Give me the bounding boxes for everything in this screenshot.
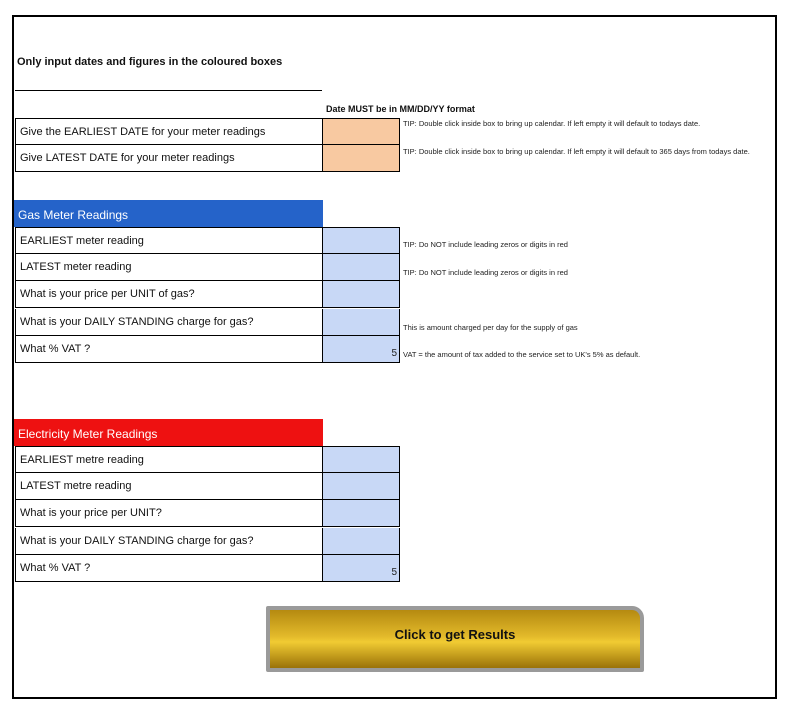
divider xyxy=(15,90,322,91)
gas-vat-tip: VAT = the amount of tax added to the service set to UK's 5% as default. xyxy=(403,350,641,359)
gas-earliest-input[interactable] xyxy=(322,227,400,254)
get-results-button[interactable]: Click to get Results xyxy=(266,606,644,672)
gas-earliest-label: EARLIEST meter reading xyxy=(15,227,322,254)
gas-standing-charge-tip: This is amount charged per day for the supply of gas xyxy=(403,323,578,332)
elec-vat-input[interactable]: 5 xyxy=(322,555,400,582)
date-format-note: Date MUST be in MM/DD/YY format xyxy=(326,104,475,114)
gas-latest-input[interactable] xyxy=(322,254,400,281)
gas-vat-input[interactable]: 5 xyxy=(322,336,400,363)
gas-unit-price-label: What is your price per UNIT of gas? xyxy=(15,281,322,308)
elec-standing-charge-input[interactable] xyxy=(322,528,400,555)
elec-vat-label: What % VAT ? xyxy=(15,555,322,582)
gas-latest-tip: TIP: Do NOT include leading zeros or digits in red xyxy=(403,268,568,277)
electricity-section-header: Electricity Meter Readings xyxy=(14,419,323,446)
latest-date-tip: TIP: Double click inside box to bring up calendar. If left empty it will default to 365 days from todays date. xyxy=(403,147,750,156)
elec-earliest-input[interactable] xyxy=(322,446,400,473)
gas-vat-label: What % VAT ? xyxy=(15,336,322,363)
latest-date-label: Give LATEST DATE for your meter readings xyxy=(15,145,322,172)
elec-standing-charge-label: What is your DAILY STANDING charge for gas? xyxy=(15,528,322,555)
gas-latest-label: LATEST meter reading xyxy=(15,254,322,281)
gas-standing-charge-label: What is your DAILY STANDING charge for gas? xyxy=(15,309,322,336)
instruction-text: Only input dates and figures in the coloured boxes xyxy=(17,56,283,68)
elec-latest-input[interactable] xyxy=(322,473,400,500)
earliest-date-tip: TIP: Double click inside box to bring up calendar. If left empty it will default to todays date. xyxy=(403,119,701,128)
earliest-date-input[interactable] xyxy=(322,118,400,145)
earliest-date-label: Give the EARLIEST DATE for your meter readings xyxy=(15,118,322,145)
elec-unit-price-input[interactable] xyxy=(322,500,400,527)
elec-latest-label: LATEST metre reading xyxy=(15,473,322,500)
elec-earliest-label: EARLIEST metre reading xyxy=(15,446,322,473)
elec-unit-price-label: What is your price per UNIT? xyxy=(15,500,322,527)
gas-unit-price-input[interactable] xyxy=(322,281,400,308)
gas-earliest-tip: TIP: Do NOT include leading zeros or digits in red xyxy=(403,240,568,249)
gas-standing-charge-input[interactable] xyxy=(322,309,400,336)
latest-date-input[interactable] xyxy=(322,145,400,172)
gas-section-header: Gas Meter Readings xyxy=(14,200,323,227)
